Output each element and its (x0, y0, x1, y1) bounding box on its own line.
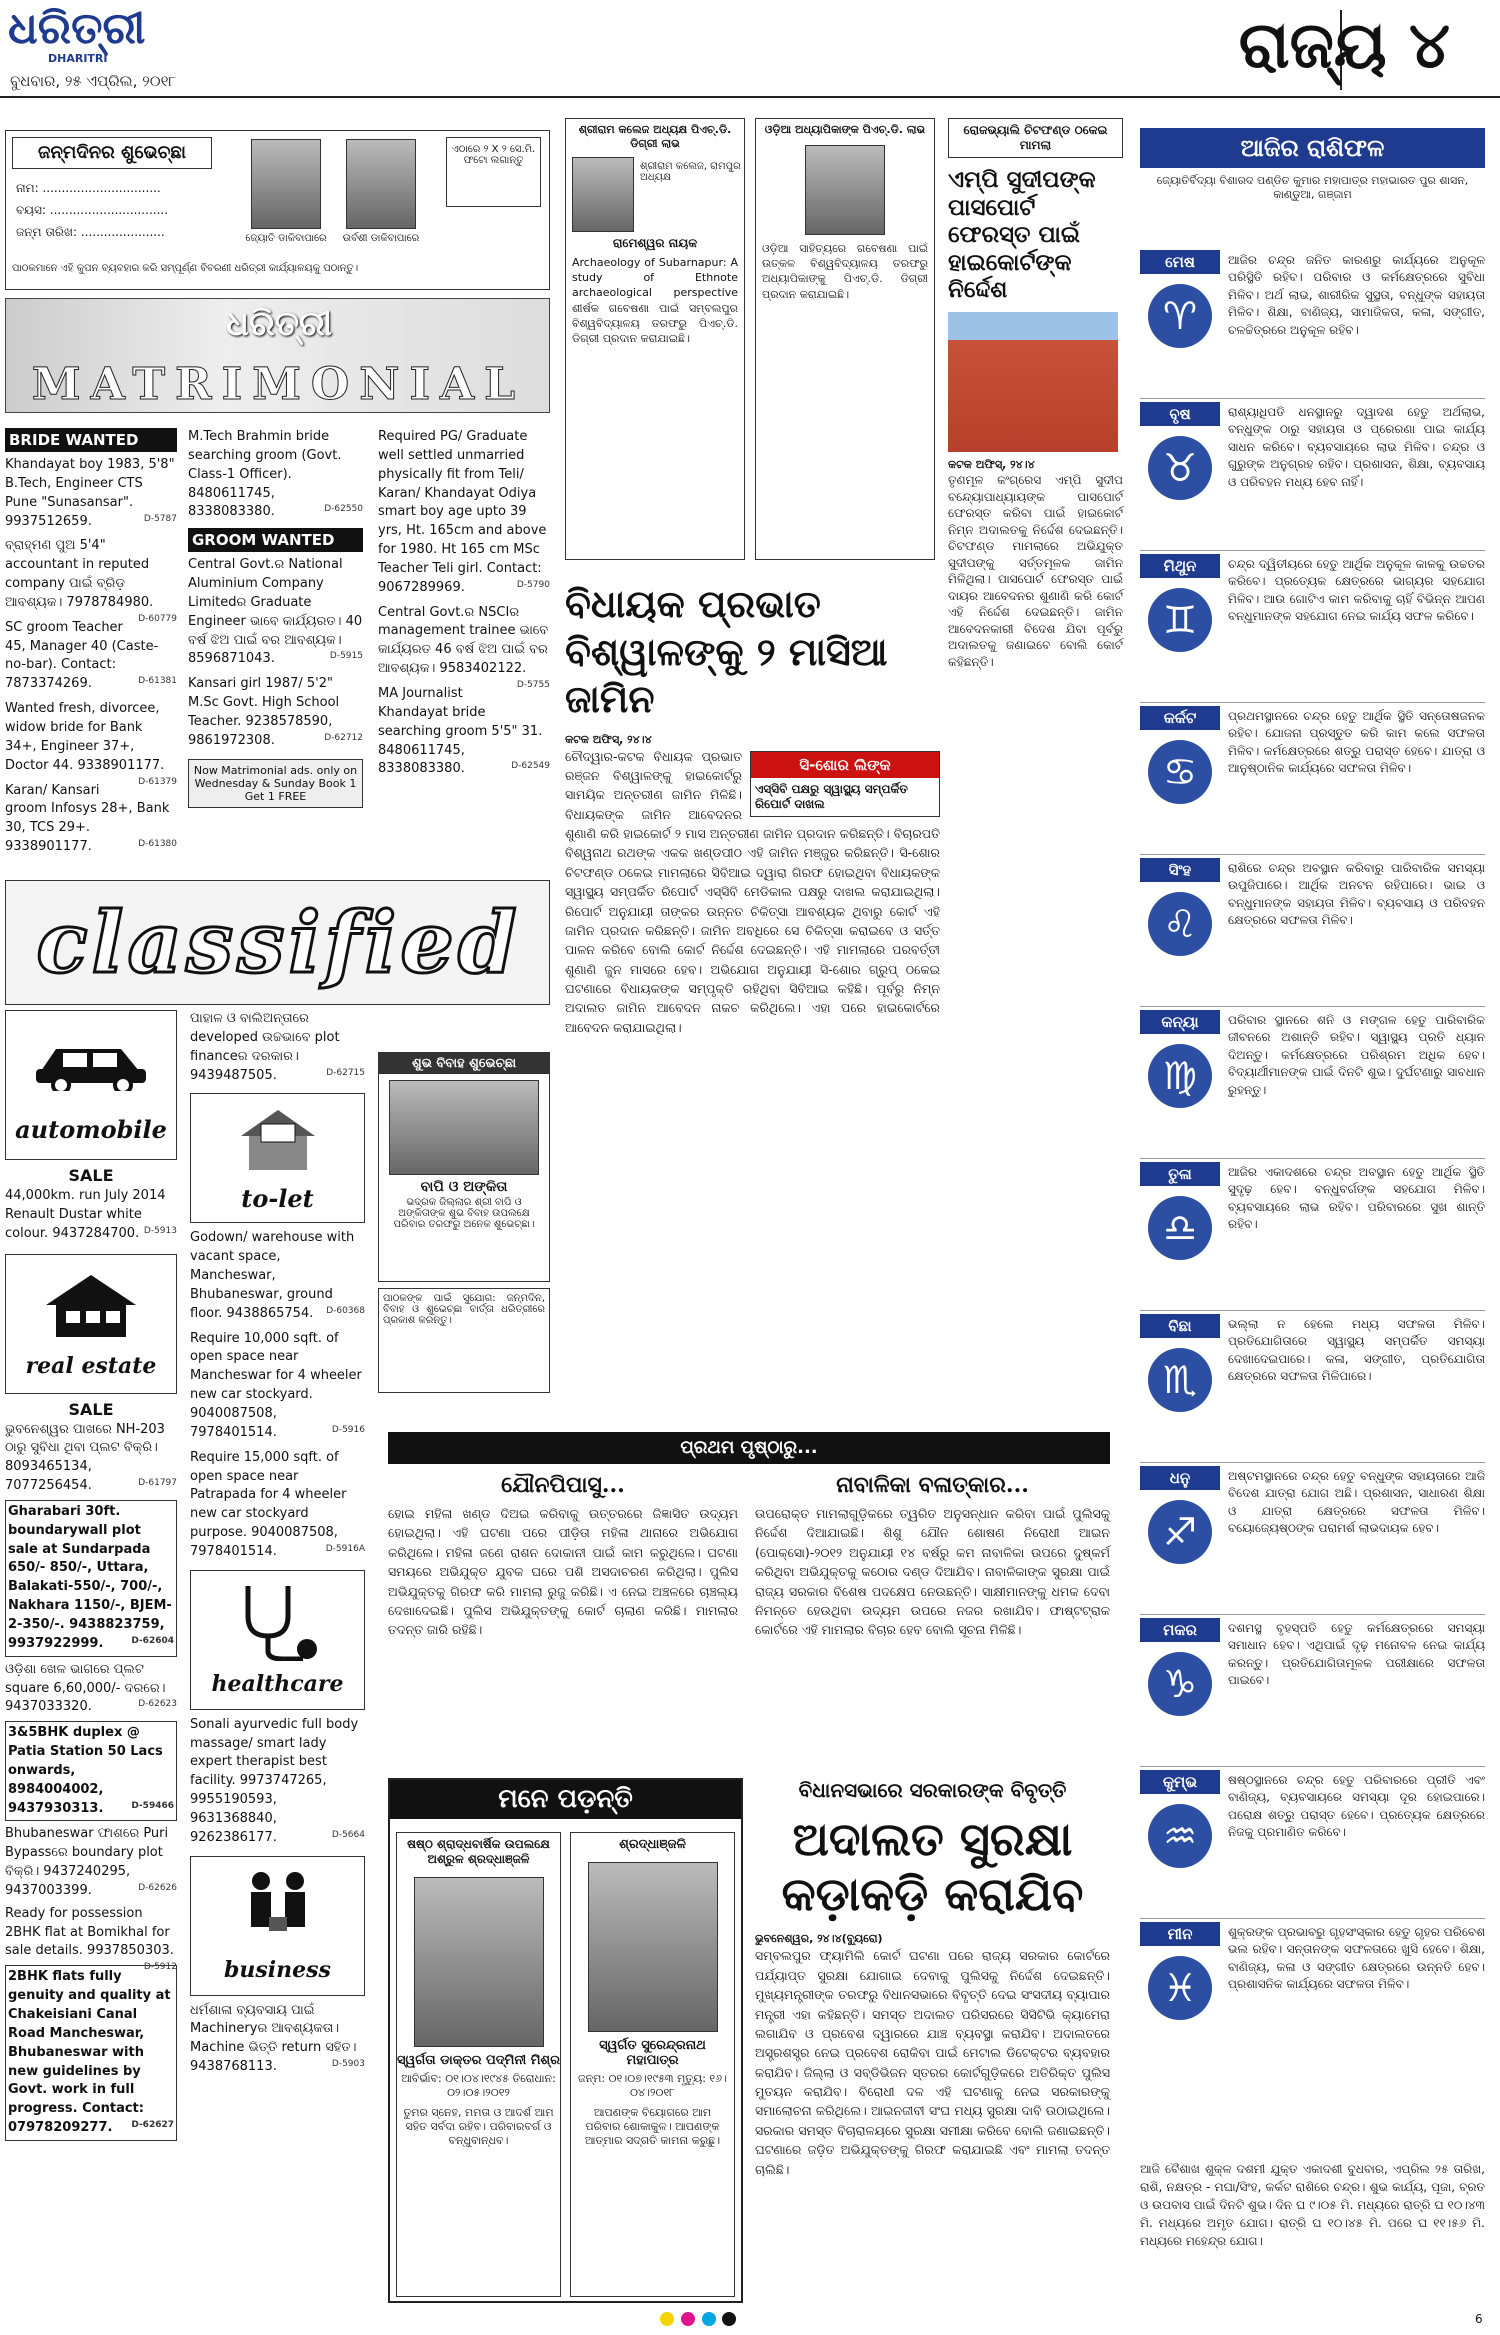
matrimonial-ad: M.Tech Brahmin bride searching groom (Govt. Class-1 Officer). 8480611745, 8338083380. D-62550 (188, 429, 363, 520)
rashi-text: ଭଲ୍ଲା ନ ହେଲେ ମଧ୍ୟ ସଫଳତା ମିଳିବ। ପ୍ରତିଯୋଗିତାରେ ସ୍ୱାସ୍ଥ୍ୟ ସମ୍ପର୍କିତ ସମସ୍ୟା ଦେଖାଦେଇପାରେ। କଳା, ସଙ୍ଗୀତ, ପ୍ରତିଯୋଗିତା କ୍ଷେତ୍ରରେ ସଫଳତା ମିଳିପାରେ। (1228, 1317, 1485, 1384)
rashi-divider (1140, 854, 1485, 855)
rashi-row (1140, 1314, 1485, 1460)
classified-banner (5, 880, 550, 1005)
phd-notice-title: ଓଡ଼ିଆ ଅଧ୍ୟାପିକାଙ୍କ ପିଏଚ୍.ଡି. ଲାଭ (764, 123, 926, 136)
classified-ad: ଧର୍ମଶାଳା ବ୍ୟବସାୟ ପାଇଁ Machineryର ଆବଶ୍ୟକତା। Machine ଭିତ୍ତି return ସହିତ। 9438768113. D-5903 (190, 2002, 365, 2075)
classified-ad: Sonali ayurvedic full body massage/ smart lady expert therapist best facility. 9973747265, 9955190593, 9631368840, 9262386177. D-5664 (190, 1716, 365, 1845)
page-number: 6 (1475, 2312, 1483, 2326)
to-let-label: to-let (241, 1184, 314, 1214)
matrimonial-banner-text: MATRIMONIAL (31, 359, 526, 410)
classified-ad: Require 10,000 sqft. of open space near Mancheswar for 4 wheeler new car stockyard. 9040087508, 7978401514. D-5916 (190, 1330, 365, 1440)
story-dateline: ଭୁବନେଶ୍ୱର, ୨୪।୪(ବ୍ୟୁରୋ) (755, 1932, 883, 1946)
kid-photo-1 (251, 139, 321, 229)
automobile-box (5, 1010, 177, 1160)
phd-person-photo (805, 145, 885, 235)
registration-dot (702, 2312, 716, 2326)
healthcare-label: healthcare (211, 1670, 344, 1697)
to-let-box (190, 1093, 365, 1223)
front-story-a-body: ହୋଇ ମହିଳା ଖଣ୍ଡ ଦିଅଇ କରିବାକୁ ଉତ୍ତରରେ ଜିଜ୍ଞାସିତ ଉଦ୍ୟମ ହୋଇଥିଲା। ଏହି ଘଟଣା ପରେ ପୀଡ଼ିତା ମହିଳା ଥାନାରେ ଅଭିଯୋଗ କରିଥିଲେ। ମହିଳା ଜଣେ ରାଶନ ଦୋକାନୀ ପାଇଁ କାମ କରୁଥିଲେ। ଘଟଣା ସମୟରେ ଅଭିଯୁକ୍ତ ଯୁବକ ଘରେ ପଶି ଅସଦାଚରଣ କରିଥିଲା। ପୁଲିସ ଅଭିଯୁକ୍ତକୁ ଗିରଫ କରି ମାମଲା ରୁଜୁ କରିଛି। ଏ ନେଇ ଅଞ୍ଚଳରେ ଚାଞ୍ଚଲ୍ୟ ଦେଖାଦେଇଛି। ପୁଲିସ ଅଭିଯୁକ୍ତଙ୍କୁ କୋର୍ଟ ଚାଲାଣ କରିଛି। ମାମଲାର ତଦନ୍ତ ଜାରି ରହିଛି। (388, 1506, 738, 1638)
story-court-security (755, 1778, 1110, 2303)
birthday-title: ଜନ୍ମଦିନର ଶୁଭେଚ୍ଛା (12, 137, 212, 169)
registration-dot (681, 2312, 695, 2326)
header-rule (0, 96, 1500, 98)
story-dateline: କଟକ ଅଫିସ୍, ୨୪।୪ (565, 732, 652, 746)
zodiac-icon: ♋ (1148, 740, 1212, 804)
rashiphala-title: ଆଜିର ରାଶିଫଳ (1140, 128, 1485, 168)
classified-title: classified (36, 893, 521, 992)
dob-field: ଜନ୍ମ ତାରିଖ: ...................... (16, 225, 165, 239)
story-dateline: କଟକ ଅଫିସ୍, ୨୪।୪ (948, 457, 1035, 471)
front-story-a-headline: ଯୌନପିପାସୁ... (501, 1472, 625, 1498)
rashi-name: ମୀନ (1140, 1922, 1220, 1946)
matrimonial-col-3 (378, 428, 550, 779)
rashi-row (1140, 1770, 1485, 1916)
rashi-row (1140, 706, 1485, 852)
to-let-house-icon (233, 1104, 323, 1174)
story-sidebar (750, 751, 940, 817)
phd-person-photo (572, 157, 634, 232)
story-headline: ଏମ୍‌ପି ସୁଦୀପଙ୍କ ପାସପୋର୍ଟ ଫେରସ୍ତ ପାଇଁ ହାଇକୋର୍ଟଙ୍କ ନିର୍ଦ୍ଦେଶ (948, 166, 1096, 304)
classified-col-2 (190, 1010, 365, 2077)
phd-notice-2 (755, 118, 935, 560)
tribute-dates: ଜନ୍ମ: ୦୧।୦୭।୧୯୫୩ ମୃତ୍ୟୁ: ୧୬।୦୪।୨୦୧୮ (577, 2072, 728, 2099)
birthday-form-fields (16, 177, 216, 243)
rashi-divider (1140, 702, 1485, 703)
automobile-ad: 44,000km. run July 2014 Renault Dustar white colour. 9437284700. D-5913 (5, 1188, 177, 1241)
rashi-name: କୁମ୍ଭ (1140, 1770, 1220, 1794)
matrimonial-col-2 (188, 428, 363, 808)
sidebar-title: ସି-ଶୋର ଲିଙ୍କ (751, 752, 939, 778)
tribute-photo (588, 1862, 718, 2032)
rashiphala-author: ଜ୍ୟୋତିର୍ବିଦ୍ୟା ବିଶାରଦ ପଣ୍ଡିତ କୁମାର ମହାପାତ୍ର ମହାଭାରତ ପୁର ଶାସନ, କାଣ୍ଡୁଆ, ଗଞ୍ଜାମ (1156, 174, 1469, 201)
car-icon (31, 1031, 151, 1091)
story-mla-bail (565, 580, 940, 1370)
rashi-name: କର୍କଟ (1140, 706, 1220, 730)
tribute-name: ସ୍ୱର୍ଗତ ସୁରେନ୍ଦ୍ରନାଥ ମହାପାତ୍ର (599, 2038, 706, 2068)
rashi-row (1140, 1010, 1485, 1156)
zodiac-icon: ♓ (1148, 1956, 1212, 2020)
front-story-b-body: ଉପରୋକ୍ତ ମାମଲାଗୁଡ଼ିକରେ ତ୍ୱରିତ ଅନୁସନ୍ଧାନ କରିବା ପାଇଁ ପୁଲିସକୁ ନିର୍ଦ୍ଦେଶ ଦିଆଯାଇଛି। ଶିଶୁ ଯୌନ ଶୋଷଣ ନିରୋଧୀ ଆଇନ (ପୋକ୍‌ସୋ)-୨୦୧୨ ଅନୁଯାୟୀ ୧୪ ବର୍ଷରୁ କମ ନାବାଳିକା ଉପରେ ଦୁଷ୍କର୍ମ କରିଥିବା ଅଭିଯୁକ୍ତକୁ କଠୋର ଦଣ୍ଡ ଦିଆଯିବ। ନାବାଳିକାଙ୍କ ସୁରକ୍ଷା ପାଇଁ ରାଜ୍ୟ ସରକାର ବିଶେଷ ପଦକ୍ଷେପ ନେଉଛନ୍ତି। ସାକ୍ଷୀମାନଙ୍କୁ ଧମକ ଦେବା ନିମନ୍ତେ ହେଉଥିବା ଉଦ୍ୟମ ଉପରେ ନଜର ରଖାଯିବ। ଫାଷ୍ଟଟ୍ରାକ କୋର୍ଟରେ ଏହି ମାମଲାର ବିଚାର ହେବ ବୋଲି ସୂଚନା ମିଳିଛି। (755, 1506, 1110, 1638)
rashi-row (1140, 1922, 1485, 2068)
readers-notice: ପାଠକଙ୍କ ପାଇଁ ସୁଯୋଗ: ଜନ୍ମଦିନ, ବିବାହ ଓ ଶୁଭେଚ୍ଛା ବାର୍ତ୍ତା ଧରିତ୍ରୀରେ ପ୍ରକାଶ କରନ୍ତୁ। (378, 1288, 550, 1393)
matrimonial-ad: Wanted fresh, divorcee, widow bride for Bank 34+, Engineer 37+, Doctor 44. 9338901177. D-61379 (5, 701, 177, 787)
matrimonial-col-1 (5, 428, 177, 857)
healthcare-box (190, 1570, 365, 1710)
business-label: business (224, 1956, 331, 1983)
newspaper-logo: ଧରିତ୍ରୀ DHARITRI (8, 3, 146, 65)
rashi-divider (1140, 1614, 1485, 1615)
rashi-divider (1140, 1462, 1485, 1463)
rashi-divider (1140, 550, 1485, 551)
print-registration-marks (660, 2312, 840, 2330)
zodiac-icon: ♏ (1148, 1348, 1212, 1412)
front-story-b (755, 1472, 1110, 1762)
rashi-divider (1140, 398, 1485, 399)
house-icon (36, 1269, 146, 1339)
rashi-row (1140, 858, 1485, 1004)
story-body: ଚୌଦ୍ୱାର-କଟକ ବିଧାୟକ ପ୍ରଭାତ ରଞ୍ଜନ ବିଶ୍ୱାଳଙ୍କୁ ହାଇକୋର୍ଟରୁ ସାମୟିକ ଅନ୍ତରୀଣ ଜାମିନ ମିଳିଛି। ବିଧାୟକଙ୍କ ଜାମିନ ଆବେଦନର ଶୁଣାଣି କରି ହାଇକୋର୍ଟ ୨ ମାସ ଅନ୍ତରୀଣ ଜାମିନ ପ୍ରଦାନ କରିଛନ୍ତି। ବିଚାରପତି ବିଶ୍ୱନାଥ ରଥଙ୍କ ଏକକ ଖଣ୍ଡପୀଠ ଏହି ଜାମିନ ମଞ୍ଜୁର କରିଛନ୍ତି। ସି-ଶୋର ଚିଟଫଣ୍ଡ ଠକେଇ ମାମଲାରେ ସିବିଆଇ ଦ୍ୱାରା ଗିରଫ ହୋଇଥିବା ବିଧାୟକଙ୍କ ସ୍ୱାସ୍ଥ୍ୟ ସମ୍ପର୍କିତ ରିପୋର୍ଟ ଏସ୍‌ସିବି ମେଡିକାଲ ପକ୍ଷରୁ ଦାଖଲ କରାଯାଇଥିଲା। ରିପୋର୍ଟ ଅନୁଯାୟୀ ତାଙ୍କର ଉନ୍ନତ ଚିକିତ୍ସା ଆବଶ୍ୟକ ଥିବାରୁ କୋର୍ଟ ଏହି ଜାମିନ ପ୍ରଦାନ କରିଛନ୍ତି। ଜାମିନ ଅବଧିରେ ସେ ଚିକିତ୍ସା କରାଇବେ ଓ ସର୍ତ୍ତ ପାଳନ କରିବେ ବୋଲି କୋର୍ଟ ନିର୍ଦ୍ଦେଶ ଦେଇଛନ୍ତି। ଏହି ମାମଲାରେ ପରବର୍ତ୍ତୀ ଶୁଣାଣି ଜୁନ ମାସରେ ହେବ। ଅଭିଯୋଗ ଅନୁଯାୟୀ ସି-ଶୋର ଗ୍ରୁପ୍ ଠକେଇ ଘଟଣାରେ ବିଧାୟକଙ୍କ ସମ୍ପୃକ୍ତି ରହିଥିବା ସିବିଆଇ କହିଛି। ପୂର୍ବରୁ ନିମ୍ନ ଅଦାଲତ ଜାମିନ ଆବେଦନ ନାକଚ କରିଥିଲେ। ଏହା ପରେ ହାଇକୋର୍ଟରେ ଆବେଦନ କରାଯାଇଥିଲା। (565, 748, 940, 1035)
real-estate-label: real estate (25, 1352, 157, 1379)
groom-wanted-header: GROOM WANTED (188, 528, 363, 552)
rashi-name: ବିଛା (1140, 1314, 1220, 1338)
tribute-heading: ଷଷ୍ଠ ଶ୍ରାଦ୍ଧବାର୍ଷିକ ଉପଲକ୍ଷେ ଅଶ୍ରୁଳ ଶ୍ରଦ୍ଧାଞ୍ଜଳି (407, 1837, 550, 1866)
registration-dot (660, 2312, 674, 2326)
rashi-divider (1140, 1918, 1485, 1919)
tribute-text: ତୁମର ସ୍ନେହ, ମମତା ଓ ଆଦର୍ଶ ଆମ ସହିତ ସର୍ବଦା ରହିବ। ପରିବାରବର୍ଗ ଓ ବନ୍ଧୁବାନ୍ଧବ। (403, 2106, 554, 2147)
classified-ad: Godown/ warehouse with vacant space, Mancheswar, Bhubaneswar, ground floor. 9438865754. D-60368 (190, 1230, 365, 1321)
matrimonial-offer-notice: Now Matrimonial ads. only on Wednesday & Sunday Book 1 Get 1 FREE (188, 759, 363, 808)
classified-ad: Require 15,000 sqft. of open space near Patrapada for 4 wheeler new car stockyard purpose. 9040087508, 7978401514. D-5916A (190, 1449, 365, 1559)
real-estate-sale-label: SALE (68, 1399, 114, 1419)
rashi-text: ଶୁକ୍ରଙ୍କ ପ୍ରଭାବରୁ ଗୃହସଂସ୍କାର ହେତୁ ଗୃହର ପରିବେଶ ଭଲ ରହିବ। ସନ୍ତାନଙ୍କ ସଫଳତାରେ ଖୁସି ହେବେ। ଶିକ୍ଷା, ବାଣିଜ୍ୟ, କଳା ଓ ସଙ୍ଗୀତ କ୍ଷେତ୍ରରେ ଉନ୍ନତି ହେବ। ପ୍ରଶାସନିକ କାର୍ଯ୍ୟରେ ସଫଳତା ମିଳିବ। (1228, 1925, 1485, 1992)
story-passport (948, 118, 1123, 1033)
rashi-name: ମିଥୁନ (1140, 554, 1220, 578)
story-kicker: ବିଧାନସଭାରେ ସରକାରଙ୍କ ବିବୃତ୍ତି (798, 1778, 1067, 1802)
rashi-name: ମକର (1140, 1618, 1220, 1642)
real-estate-ad: ଭୁବନେଶ୍ୱର ପାଖରେ NH-203 ଠାରୁ ସୁବିଧା ଥିବା ପ୍ଲଟ ବିକ୍ରି। 8093465134, 7077256454. D-61797 (5, 1421, 177, 1494)
story-body: ତୃଣମୂଳ କଂଗ୍ରେସ ଏମ୍‌ପି ସୁଦୀପ ବନ୍ଦ୍ୟୋପାଧ୍ୟାୟଙ୍କ ପାସପୋର୍ଟ ଫେରସ୍ତ କରିବା ପାଇଁ ହାଇକୋର୍ଟ ନିମ୍ନ ଅଦାଲତକୁ ନିର୍ଦ୍ଦେଶ ଦେଇଛନ୍ତି। ଚିଟଫଣ୍ଡ ମାମଲାରେ ଅଭିଯୁକ୍ତ ସୁଦୀପଙ୍କୁ ସର୍ତ୍ତମୂଳକ ଜାମିନ ମିଳିଥିଲା। ପାସପୋର୍ଟ ଫେରସ୍ତ ପାଇଁ ଦାୟର ଆବେଦନର ଶୁଣାଣି କରି କୋର୍ଟ ଏହି ନିର୍ଦ୍ଦେଶ ଦେଇଛନ୍ତି। ଜାମିନ ଆବେଦନକାରୀ ବିଦେଶ ଯିବା ପୂର୍ବରୁ ଅଦାଲତକୁ ଜଣାଇବେ ବୋଲି କୋର୍ଟ କହିଛନ୍ତି। (948, 472, 1123, 669)
zodiac-icon: ♐ (1148, 1500, 1212, 1564)
story-kicker: ରୋଜଭ୍ୟାଲି ଚିଟଫଣ୍ଡ ଠକେଇ ମାମଲା (948, 118, 1123, 158)
kid-caption-2: ଉର୍ବଶୀ ଡାକିବାପାରେ (342, 233, 420, 244)
matrimonial-ad: Required PG/ Graduate well settled unmarried physically fit from Teli/ Karan/ Khandayat Odiya smart boy age upto 39 yrs, Ht. 165cm and above for 1980. Ht 165 cm MSc Teacher Teli girl. Contact: 9067289969. D-5790 (378, 429, 550, 595)
kid-photo-2 (346, 139, 416, 229)
issue-date: ବୁଧବାର, ୨୫ ଏପ୍ରିଲ, ୨୦୧୮ (10, 72, 177, 90)
zodiac-icon: ♒ (1148, 1804, 1212, 1868)
classified-ad: ପାହାଳ ଓ ବାଲିଅନ୍ତାରେ developed ଉଚ୍ଚଭାବେ plot financeର ଦରକାର। 9439487505. D-62715 (190, 1011, 365, 1083)
couple-names: ବାପି ଓ ଅଙ୍କିତା (420, 1179, 508, 1195)
matrimonial-ad: Kansari girl 1987/ 5'2" M.Sc Govt. High School Teacher. 9238578590, 9861972308. D-62712 (188, 676, 363, 748)
matrimonial-ad: Karan/ Kansari groom Infosys 28+, Bank 30, TCS 29+. 9338901177. D-61380 (5, 782, 177, 855)
rashi-name: ଧନୁ (1140, 1466, 1220, 1490)
rashi-text: ଆଜିର ଚନ୍ଦ୍ର ଜନିତ କାରଣରୁ କାର୍ଯ୍ୟରେ ଅନୁକୂଳ ପରିସ୍ଥିତି ରହିବ। ପରିବାର ଓ କର୍ମକ୍ଷେତ୍ରରେ ସୁବିଧା ମିଳିବ। ଅର୍ଥ ଲାଭ, ଶାରୀରିକ ସୁସ୍ଥତା, ବନ୍ଧୁଙ୍କ ସହାୟତା ମିଳିବ। ଶିକ୍ଷା, ବାଣିଜ୍ୟ, ସାମାଜିକତା, କଳା, ସଙ୍ଗୀତ, ଚଳଚ୍ଚିତ୍ରରେ ଅନୁକୂଳ ରହିବ। (1228, 253, 1485, 337)
rashi-text: ରାଶିରେ ଚନ୍ଦ୍ର ଅବସ୍ଥାନ କରିବାରୁ ପାରିବାରିକ ସମସ୍ୟା ଉପୁଜିପାରେ। ଆର୍ଥିକ ଅନଟନ ରହିପାରେ। ଭାଇ ଓ ବନ୍ଧୁମାନଙ୍କ ସହାୟତା ମିଳିବ। ବ୍ୟବସାୟ ଓ ପରିବହନ କ୍ଷେତ୍ରରେ ସଫଳତା ମିଳିବ। (1228, 861, 1485, 928)
rashi-text: ରାଶ୍ୟାଧିପତି ଧନସ୍ଥାନରୁ ଦ୍ୱାଦଶ ହେତୁ ଅର୍ଥଲାଭ, ବନ୍ଧୁଙ୍କ ଠାରୁ ସହାୟତା ଓ ପ୍ରେରଣା ପାଇ କାର୍ଯ୍ୟ ସାଧନ କରିବେ। ବ୍ୟବସାୟରେ ଲାଭ ମିଳିବ। ଚନ୍ଦ୍ର ଓ ଗୁରୁଙ୍କ ଅନୁଗ୍ରହ ରହିବ। ପ୍ରଶାସନ, ଶିକ୍ଷା, ବ୍ୟବସାୟ ଓ ପରିବହନ ମଧ୍ୟ ହେବ ନାହିଁ। (1228, 405, 1485, 489)
real-estate-ad: Bhubaneswar ଫାଶରେ Puri Bypassରେ boundary plot ବିକ୍ରି। 9437240295, 9437003399. D-62626 (5, 1826, 177, 1898)
business-people-icon (233, 1867, 323, 1947)
rashi-name: ତୁଳା (1140, 1162, 1220, 1186)
real-estate-box (5, 1254, 177, 1394)
age-field: ବୟସ: ............................... (16, 203, 169, 217)
wedding-wish (378, 1052, 550, 1282)
rashi-divider (1140, 1158, 1485, 1159)
rashi-divider (1140, 1006, 1485, 1007)
sidebar-text: ଏସ୍‌ସିବି ପକ୍ଷରୁ ସ୍ୱାସ୍ଥ୍ୟ ସମ୍ପର୍କିତ ରିପୋର୍ଟ ଦାଖଲ (755, 781, 908, 811)
rashi-divider (1140, 1310, 1485, 1311)
phd-notice-text: ଓଡ଼ିଆ ସାହିତ୍ୟରେ ଗବେଷଣା ପାଇଁ ଉତ୍କଳ ବିଶ୍ୱବିଦ୍ୟାଳୟ ତରଫରୁ ଅଧ୍ୟାପିକାଙ୍କୁ ପିଏଚ୍.ଡି. ଡିଗ୍ରୀ ପ୍ରଦାନ କରାଯାଇଛି। (762, 242, 928, 301)
matrimonial-logo: ଧରିତ୍ରୀ (226, 304, 333, 344)
classified-col-1 (5, 1010, 177, 2141)
rashi-text: ଦଶମସ୍ଥ ବୃହସ୍ପତି ହେତୁ କର୍ମକ୍ଷେତ୍ରରେ ସମସ୍ୟା ସମାଧାନ ହେବ। ଏଥିପାଇଁ ଦୃଢ଼ ମନୋବଳ ନେଇ କାର୍ଯ୍ୟ କରନ୍ତୁ। ପ୍ରତିଯୋଗିତାମୂଳକ ପରୀକ୍ଷାରେ ସଫଳତା ପାଇବେ। (1228, 1621, 1485, 1688)
bride-wanted-header: BRIDE WANTED (5, 428, 177, 452)
rashi-row (1140, 250, 1485, 396)
rashi-text: ଚନ୍ଦ୍ର ଦ୍ୱିତୀୟରେ ହେତୁ ଆର୍ଥିକ ଅନୁକୂଳ କାଳକୁ ଉଚ୍ଚତର କରିବେ। ପ୍ରତ୍ୟେକ କ୍ଷେତ୍ରରେ ଭାଗ୍ୟର ସହଯୋଗ ମିଳିବ। ଆଉ ଗୋଟିଏ କାମ କରିବାକୁ ଚାହିଁ ବିଭିନ୍ନ ଆପଣ ବନ୍ଧୁମାନଙ୍କ ସହଯୋଗ ନେଇ କାର୍ଯ୍ୟ ସଫଳ କରିବେ। (1228, 557, 1485, 624)
rashi-name: ବୃଷ (1140, 402, 1220, 426)
front-page-bar: ପ୍ରଥମ ପୃଷ୍ଠାରୁ... (388, 1432, 1110, 1464)
front-story-a (388, 1472, 738, 1762)
real-estate-ad-boxed: 3&5BHK duplex @ Patia Station 50 Lacs onwards, 8984004002, 9437930313. D-59466 (5, 1721, 177, 1821)
tribute-left (396, 1832, 561, 2297)
zodiac-icon: ♊ (1148, 588, 1212, 652)
real-estate-ad: Ready for possession 2BHK flat at Bomikhal for sale details. 9937850303. D-5912 (5, 1905, 177, 1973)
zodiac-icon: ♉ (1148, 436, 1212, 500)
matrimonial-ad: ବ୍ରାହ୍ମଣ ପୁଅ 5'4" accountant in reputed company ପାଇଁ ବ୍ରିଡ଼ ଆବଶ୍ୟକ। 7978784980. D-60779 (5, 538, 177, 624)
wedding-title: ଶୁଭ ବିବାହ ଶୁଭେଚ୍ଛା (379, 1053, 549, 1074)
section-title: ରାଜ୍ୟ ୪ (1238, 8, 1450, 83)
zodiac-icon: ♑ (1148, 1652, 1212, 1716)
zodiac-icon: ♈ (1148, 284, 1212, 348)
name-field: ନାମ: ............................... (16, 181, 161, 195)
rashi-row (1140, 1466, 1485, 1612)
story-body: ସମ୍ବଲପୁର ଫ୍ୟାମିଲି କୋର୍ଟ ଘଟଣା ପରେ ରାଜ୍ୟ ସରକାର କୋର୍ଟରେ ପର୍ଯ୍ୟାପ୍ତ ସୁରକ୍ଷା ଯୋଗାଇ ଦେବାକୁ ପୁଲିସକୁ ନିର୍ଦ୍ଦେଶ ଦେଇଛନ୍ତି। ମୁଖ୍ୟମନ୍ତ୍ରୀଙ୍କ ତରଫରୁ ବିଧାନସଭାରେ ବିବୃତ୍ତି ଦେଇ ସଂସଦୀୟ ବ୍ୟାପାର ମନ୍ତ୍ରୀ ଏହା କହିଛନ୍ତି। ସମସ୍ତ ଅଦାଲତ ପରିସରରେ ସିସିଟିଭି କ୍ୟାମେରା ଲଗାଯିବ ଓ ପ୍ରବେଶ ଦ୍ୱାରରେ ଯାଞ୍ଚ ବ୍ୟବସ୍ଥା କରାଯିବ। ଅଦାଲତରେ ଅସ୍ତ୍ରଶସ୍ତ୍ର ନେଇ ପ୍ରବେଶ ରୋକିବା ପାଇଁ ମେଟାଲ ଡିଟେକ୍ଟର ବ୍ୟବହାର କରାଯିବ। ଜିଲ୍ଲା ଓ ସବ୍‌ଡିଭିଜନ ସ୍ତରର କୋର୍ଟଗୁଡ଼ିକରେ ଅତିରିକ୍ତ ପୁଲିସ ମୁତୟନ କରାଯିବ। ବିରୋଧୀ ଦଳ ଏହି ଘଟଣାକୁ ନେଇ ସରକାରଙ୍କୁ ସମାଲୋଚନା କରିଥିଲେ। ଆଇନଜୀବୀ ସଂଘ ମଧ୍ୟ ସୁରକ୍ଷା ଦାବି ଉଠାଇଥିଲେ। ସରକାର ସମସ୍ତ ବିଚାରାଳୟରେ ସୁରକ୍ଷା ସମୀକ୍ଷା କରିବେ ବୋଲି ଜଣାଇଛନ୍ତି। ଘଟଣାରେ ଜଡ଼ିତ ଅଭିଯୁକ୍ତଙ୍କୁ ଗିରଫ କରାଯାଇଛି ଏବଂ ମାମଲା ତଦନ୍ତ ଚାଲିଛି। (755, 1948, 1110, 2177)
matrimonial-ad: MA Journalist Khandayat bride searching groom 5'5" 31. 8480611745, 8338083380. D-62549 (378, 685, 550, 777)
zodiac-icon: ♍ (1148, 1044, 1212, 1108)
phd-notice-title: ଶ୍ରୀରାମ କଲେଜ ଅଧ୍ୟକ୍ଷ ପିଏଚ୍.ଡି. ଡିଗ୍ରୀ ଲାଭ (578, 123, 732, 150)
rashi-text: ପରିବାର ସ୍ଥାନରେ ଶନି ଓ ମଙ୍ଗଳ ହେତୁ ପାରିବାରିକ ଜୀବନରେ ଅଶାନ୍ତି ରହିବ। ସ୍ୱାସ୍ଥ୍ୟ ପ୍ରତି ଧ୍ୟାନ ଦିଅନ୍ତୁ। କର୍ମକ୍ଷେତ୍ରରେ ପରିଶ୍ରମ ଅଧିକ ହେବ। ବିଦ୍ୟାର୍ଥୀମାନଙ୍କ ପାଇଁ ଦିନଟି ଶୁଭ। ଦୁର୍ଘଟଣାରୁ ସାବଧାନ ରୁହନ୍ତୁ। (1228, 1013, 1485, 1097)
rashi-text: ଅଷ୍ଟମସ୍ଥାନରେ ଚନ୍ଦ୍ର ହେତୁ ବନ୍ଧୁଙ୍କ ସହାୟତାରେ ଆଜି ବିଦେଶ ଯାତ୍ରା ଯୋଗ ଅଛି। ପ୍ରଶାସନ, ସାଧାରଣ ଶିକ୍ଷା ଓ ଯାତ୍ରା କ୍ଷେତ୍ରରେ ସଫଳତା ମିଳିବ। ବୟୋଜ୍ୟେଷ୍ଠଙ୍କ ପରାମର୍ଶ ଲାଭଦାୟକ ହେବ। (1228, 1469, 1485, 1536)
story-headline: ବିଧାୟକ ପ୍ରଭାତ ବିଶ୍ୱାଳଙ୍କୁ ୨ ମାସିଆ ଜାମିନ (565, 581, 888, 721)
rashi-text: ଷଷ୍ଠସ୍ଥାନରେ ଚନ୍ଦ୍ର ହେତୁ ପରିବାରରେ ପ୍ରୀତି ଏବଂ ବାଣିଜ୍ୟ, ବ୍ୟବସାୟରେ ସମସ୍ୟା ଦୂର ହୋଇପାରେ। ପରୋକ୍ଷ ଶତ୍ରୁ ପରାସ୍ତ ହେବେ। ପ୍ରତ୍ୟେକ କ୍ଷେତ୍ରରେ ନିଜକୁ ପ୍ରମାଣିତ କରିବେ। (1228, 1773, 1485, 1840)
tribute-heading: ଶ୍ରଦ୍ଧାଞ୍ଜଳି (619, 1837, 686, 1852)
tribute-right (570, 1832, 735, 2297)
birthday-note: ପାଠକମାନେ ଏହି କୁପନ ବ୍ୟବହାର କରି ସମ୍ପୂର୍ଣ୍ଣ ବିବରଣୀ ଧରିତ୍ରୀ କାର୍ଯ୍ୟାଳୟକୁ ପଠାନ୍ତୁ। (12, 263, 359, 274)
rashi-row (1140, 402, 1485, 548)
rashi-divider (1140, 1766, 1485, 1767)
rashi-name: ମେଷ (1140, 250, 1220, 274)
rashi-row (1140, 554, 1485, 700)
phd-notice-1 (565, 118, 745, 560)
kid-caption-1: ଜ୍ୟୋତି ଡାକିବାପାରେ (245, 233, 327, 244)
matrimonial-banner (5, 298, 550, 413)
matrimonial-ad: Khandayat boy 1983, 5'8" B.Tech, Engineer CTS Pune "Sunasansar". 9937512659. D-5787 (5, 457, 177, 529)
birthday-coupon (5, 130, 550, 290)
building-photo (948, 312, 1118, 452)
rashiphala-footer: ଆଜି ବୈଶାଖ ଶୁକ୍ଳ ଦଶମୀ ଯୁକ୍ତ ଏକାଦଶୀ ବୁଧବାର, ଏପ୍ରିଲ ୨୫ ତାରିଖ, ରାଶି, ନକ୍ଷତ୍ର - ମଘା/ସିଂହ, କର୍କଟ ରାଶିରେ ଚନ୍ଦ୍ର। ଶୁଭ କାର୍ଯ୍ୟ, ପୂଜା, ବ୍ରତ ଓ ଉପବାସ ପାଇଁ ଦିନଟି ଶୁଭ। ଦିନ ଘ ୯।୦୫ ମି. ମଧ୍ୟରେ ରାତ୍ରି ଘ ୧୦।୪୩ ମି. ମଧ୍ୟରେ ଅମୃତ ଯୋଗ। ରାତ୍ରି ଘ ୧୦।୪୫ ମି. ପରେ ଘ ୧୧।୫୬ ମି. ମଧ୍ୟରେ ମହେନ୍ଦ୍ର ଯୋଗ। (1140, 2162, 1485, 2248)
rashi-row (1140, 1618, 1485, 1764)
matrimonial-ad: SC groom Teacher 45, Manager 40 (Caste-no-bar). Contact: 7873374269. D-61381 (5, 619, 177, 692)
tribute-text: ଆପଣଙ୍କ ବିୟୋଗରେ ଆମ ପରିବାର ଶୋକାକୁଳ। ଆପଣଙ୍କ ଆତ୍ମାର ସଦ୍‌ଗତି କାମନା କରୁଛୁ। (584, 2106, 721, 2147)
mone-padanti-section (388, 1778, 743, 2303)
rashi-name: କନ୍ୟା (1140, 1010, 1220, 1034)
matrimonial-ad: Central Govt.ର National Aluminium Company Limitedର Graduate Engineer ଭାବେ କାର୍ଯ୍ୟରତ। 40 ବର୍ଷ ଝିଅ ପାଇଁ ବର ଆବଶ୍ୟକ। 8596871043. D-5915 (188, 557, 363, 667)
tribute-name: ସ୍ୱର୍ଗତା ଡାକ୍ତର ପଦ୍ମିନୀ ମିଶ୍ର (397, 2053, 560, 2068)
automobile-label: automobile (15, 1115, 167, 1144)
rashi-row (1140, 1162, 1485, 1308)
story-headline: ଅଦାଲତ ସୁରକ୍ଷା କଡ଼ାକଡ଼ି କରାଯିବ (781, 1812, 1084, 1922)
zodiac-icon: ♌ (1148, 892, 1212, 956)
rashi-name: ସିଂହ (1140, 858, 1220, 882)
real-estate-ad: ଓଡ଼ିଶା ଖେଳ ଭାଗରେ ପ୍ଲଟ square 6,60,000/- ଦରରେ। 9437033320. D-62623 (5, 1661, 177, 1715)
tribute-photo (414, 1877, 544, 2047)
front-story-b-headline: ନାବାଳିକା ବଳାତ୍କାର... (836, 1472, 1029, 1498)
tribute-dates: ଆବିର୍ଭାବ: ୦୧।୦୪।୧୯୪୫ ତିରୋଧାନ: ୦୨।୦୫।୨୦୧୨ (401, 2072, 556, 2099)
phd-person-sub: ଶ୍ରୀରାମ କଲେଜ, ରାମପୁର ଅଧ୍ୟକ୍ଷ (640, 161, 741, 183)
phd-person-name: ରାମେଶ୍ୱର ନାୟକ (612, 236, 698, 250)
real-estate-ad-boxed: Gharabari 30ft. boundarywall plot sale at Sundarpada 650/- 850/-, Uttara, Balakati-550/-, 700/-, Nakhara 1150/-, BJEM-2-350/-. 9438823759, 9937922999. D-62604 (5, 1500, 177, 1657)
matrimonial-ad: Central Govt.ର NSCIର management trainee ଭାବେ କାର୍ଯ୍ୟରତ 46 ବର୍ଷ ଝିଅ ପାଇଁ ବର ଆବଶ୍ୟକ। 9583402122. D-5755 (378, 604, 550, 690)
registration-dot (722, 2312, 736, 2326)
business-box (190, 1856, 365, 1996)
zodiac-icon: ♎ (1148, 1196, 1212, 1260)
rashi-text: ପ୍ରଥମସ୍ଥାନରେ ଚନ୍ଦ୍ର ହେତୁ ଆର୍ଥିକ ସ୍ଥିତି ସନ୍ତୋଷଜନକ ରହିବ। ଯୋଜନା ପ୍ରସ୍ତୁତ କରି କାମ କଲେ ସଫଳତା ମିଳିବ। କର୍ମକ୍ଷେତ୍ରରେ ଶତ୍ରୁ ପରାସ୍ତ ହେବେ। ଯାତ୍ରା ଓ ଆନୁଷ୍ଠାନିକ କାର୍ଯ୍ୟରେ ସଫଳତା ମିଳିବ। (1228, 709, 1485, 776)
real-estate-ad-boxed: 2BHK flats fully genuity and quality at Chakeisiani Canal Road Mancheswar, Bhubaneswar with new guidelines by Govt. work in full progress. Contact: 07978209277. D-62627 (5, 1965, 177, 2141)
phd-notice-text: Archaeology of Subarnapur: A study of Ethnote archaeological perspective ଶୀର୍ଷକ ଗବେଷଣା ପାଇଁ ସମ୍ବଲପୁର ବିଶ୍ୱବିଦ୍ୟାଳୟ ତରଫରୁ ପିଏଚ୍.ଡି. ଡିଗ୍ରୀ ପ୍ରଦାନ କରାଯାଇଛି। (572, 256, 738, 345)
rashi-text: ଆଜିର ଏକାଦଶରେ ଚନ୍ଦ୍ର ଅବସ୍ଥାନ ହେତୁ ଆର୍ଥିକ ସ୍ଥିତି ସୁଦୃଢ଼ ହେବ। ବନ୍ଧୁବର୍ଗଙ୍କ ସହଯୋଗ ମିଳିବ। ବ୍ୟବସାୟରେ ଲାଭ ରହିବ। ପରିବାରରେ ସୁଖ ଶାନ୍ତି ରହିବ। (1228, 1165, 1485, 1232)
stethoscope-icon (233, 1581, 323, 1661)
photo-placeholder: ଏଠାରେ ୨ X ୨ ସେ.ମି. ଫଟୋ ଲଗାନ୍ତୁ (446, 137, 541, 207)
automobile-sale-label: SALE (68, 1166, 114, 1185)
mone-padanti-title: ମନେ ପଡ଼ନ୍ତି (390, 1780, 741, 1819)
couple-photo (389, 1080, 539, 1175)
wedding-text: ଭଦ୍ରକ ଜିଲ୍ଲାର ଶ୍ରୀ ବାପି ଓ ଅଙ୍କିତାଙ୍କ ଶୁଭ ବିବାହ ଉପଲକ୍ଷେ ପରିବାର ତରଫରୁ ଅନେକ ଶୁଭେଚ୍ଛା। (393, 1197, 535, 1230)
